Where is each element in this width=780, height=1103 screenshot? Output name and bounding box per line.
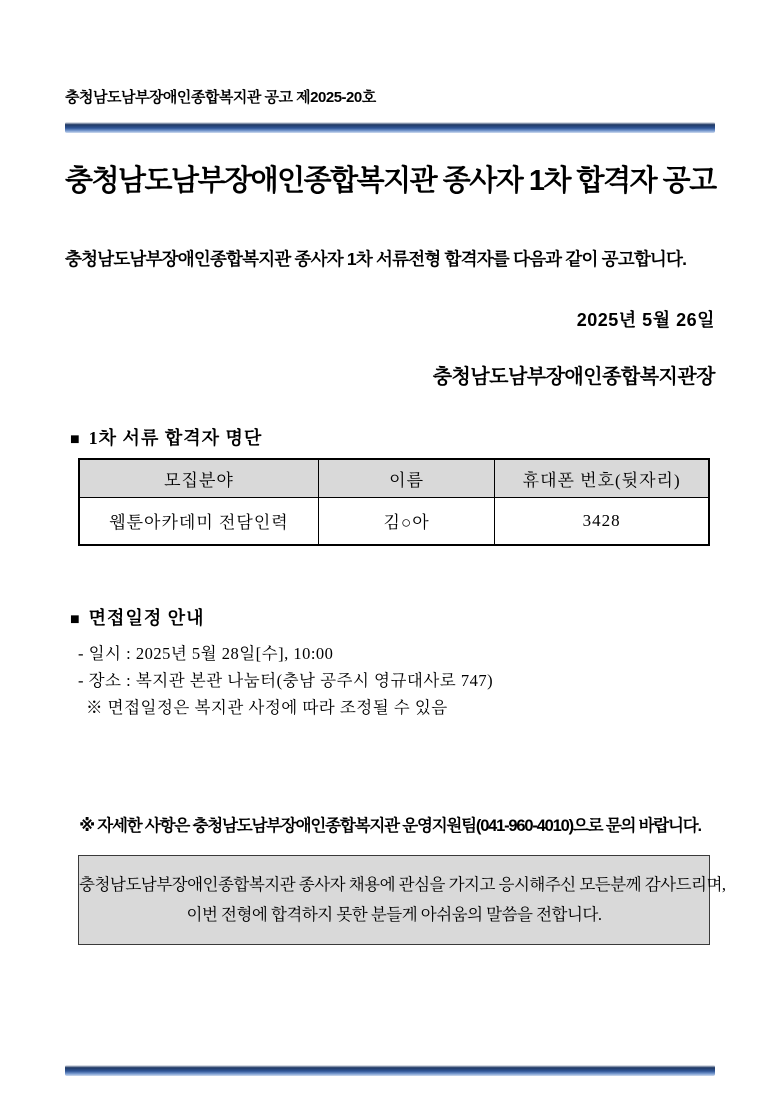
closing-line-1: 충청남도남부장애인종합복지관 종사자 채용에 관심을 가지고 응시해주신 모든분께 감사드리며, [79,875,726,894]
section-heading-interview-label: 면접일정 안내 [88,608,205,628]
top-divider-bar [65,122,715,133]
table-row [79,497,709,545]
section-heading-pass-list-label: 1차 서류 합격자 명단 [88,428,263,448]
list-item-location: - 장소 : 복지관 본관 나눔터(충남 공주시 영규대사로 747) [78,671,494,690]
closing-line-2: 이번 전형에 합격하지 못한 분들게 아쉬움의 말씀을 전합니다. [186,905,602,924]
interview-detail-list [78,640,678,721]
closing-message-box [78,855,726,945]
bottom-divider-bar [65,1065,715,1076]
list-item-schedule-note: ※ 면접일정은 복지관 사정에 따라 조정될 수 있음 [86,698,448,717]
cell-field: 웹툰아카데미 전담인력 [79,497,318,545]
section-heading-pass-list [70,424,262,450]
pass-list-table [78,458,710,546]
cell-phone: 3428 [495,497,709,545]
column-header-phone: 휴대폰 번호(뒷자리) [495,459,709,497]
contact-notice: ※ 자세한 사항은 충청남도남부장애인종합복지관 운영지원팀(041-960-4010)으로 문의 바랍니다. [79,817,701,835]
announcement-date: 2025년 5월 26일 [576,310,715,330]
section-heading-interview [70,604,205,630]
intro-sentence: 충청남도남부장애인종합복지관 종사자 1차 서류전형 합격자를 다음과 같이 공고합니다. [65,249,687,269]
issuer-signature: 충청남도남부장애인종합복지관장 [432,366,715,388]
table-header-row [79,459,709,497]
list-item-datetime: - 일시 : 2025년 5월 28일[수], 10:00 [78,644,334,663]
cell-name: 김○아 [318,497,494,545]
square-bullet-icon: ■ [70,431,81,448]
column-header-field: 모집분야 [79,459,318,497]
square-bullet-icon: ■ [70,611,81,628]
notice-number: 충청남도남부장애인종합복지관 공고 제2025-20호 [65,89,376,106]
column-header-name: 이름 [318,459,494,497]
page-title: 충청남도남부장애인종합복지관 종사자 1차 합격자 공고 [65,165,716,197]
